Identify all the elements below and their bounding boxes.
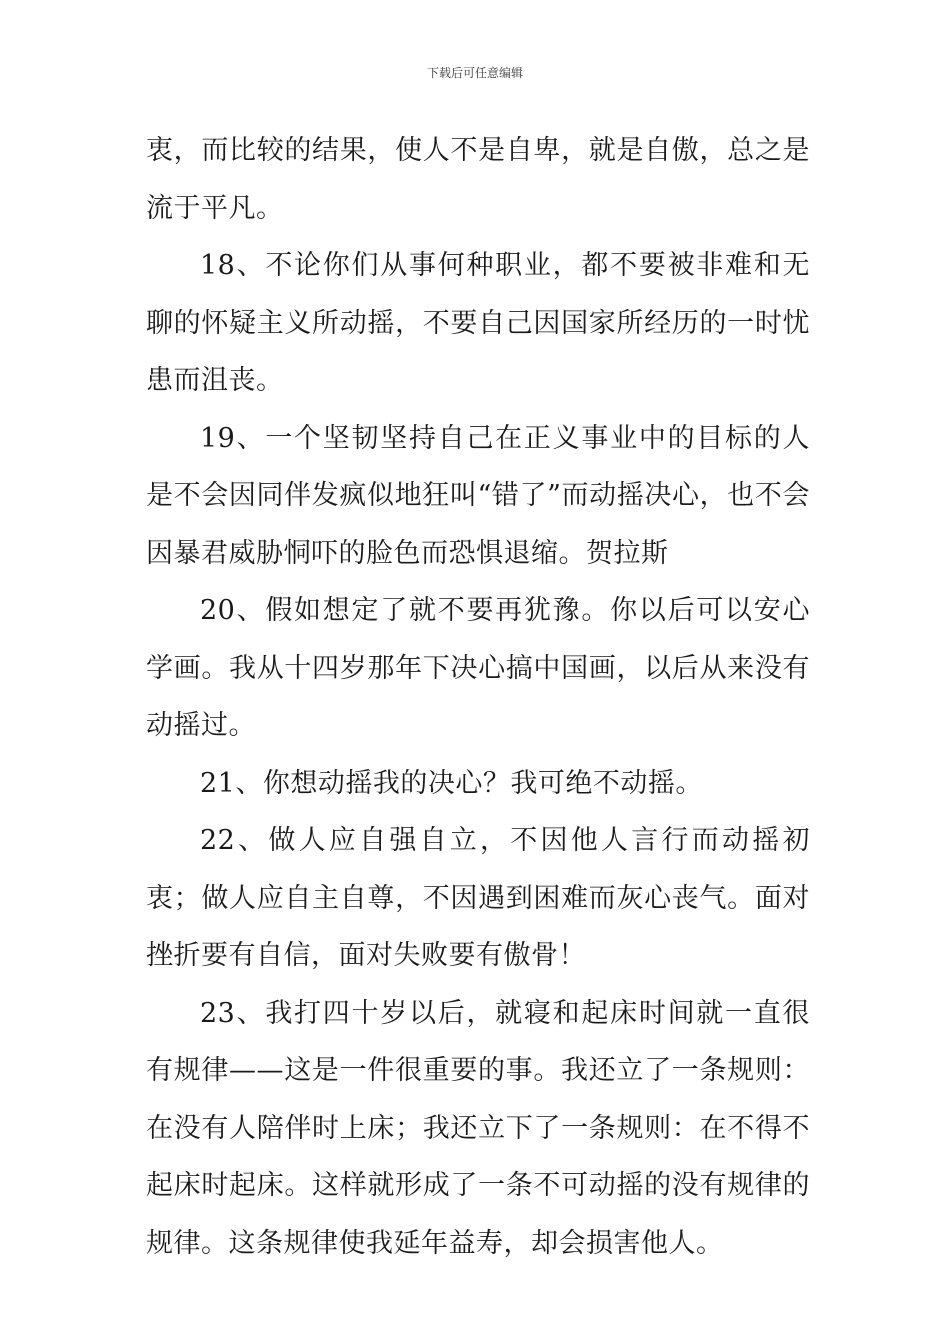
paragraph-quote-23: 23、我打四十岁以后，就寝和起床时间就一直很有规律——这是一件很重要的事。我还立了一条规则：在没有人陪伴时上床；我还立下了一条规则：在不得不起床时起床。这样就形成了一条不可动摇的没有规律的规律。这条规律使我延年益寿，却会损害他人。 — [146, 997, 810, 1259]
paragraph-continuation: 衷，而比较的结果，使人不是自卑，就是自傲，总之是流于平凡。 — [146, 135, 810, 224]
page-header: 下载后可任意编辑 — [426, 66, 523, 80]
paragraph-quote-18: 18、不论你们从事何种职业，都不要被非难和无聊的怀疑主义所动摇，不要自己因国家所经历的一时忧患而沮丧。 — [146, 250, 810, 396]
paragraph-quote-20: 20、假如想定了就不要再犹豫。你以后可以安心学画。我从十四岁那年下决心搞中国画，以后从来没有动摇过。 — [146, 595, 810, 741]
document-body — [146, 122, 810, 1272]
paragraph-quote-19: 19、一个坚韧坚持自己在正义事业中的目标的人是不会因同伴发疯似地狂叫“错了”而动摇决心，也不会因暴君威胁恫吓的脸色而恐惧退缩。贺拉斯 — [146, 422, 810, 569]
paragraph-quote-21: 21、你想动摇我的决心？我可绝不动摇。 — [200, 767, 703, 799]
paragraph-quote-22: 22、做人应自强自立，不因他人言行而动摇初衷；做人应自主自尊，不因遇到困难而灰心丧气。面对挫折要有自信，面对失败要有傲骨！ — [146, 825, 810, 971]
